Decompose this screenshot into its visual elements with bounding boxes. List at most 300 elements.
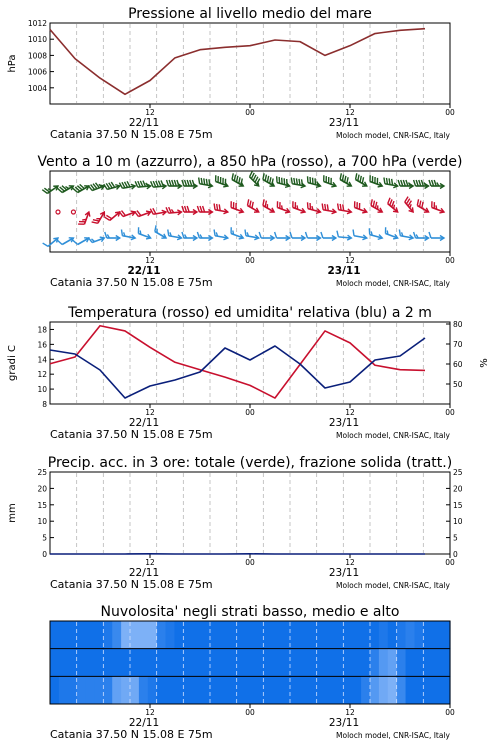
wind-barb-10-m xyxy=(321,232,336,241)
wind-barb-850-hPa xyxy=(134,211,150,217)
location-label: Catania 37.50 N 15.08 E 75m xyxy=(50,276,213,289)
barb-feather xyxy=(371,199,372,205)
barb-feather xyxy=(394,205,395,209)
cloud-cell xyxy=(148,649,157,677)
wind-barb-700-hPa xyxy=(104,182,120,189)
y-tick-label: 20 xyxy=(37,484,47,494)
cloud-cell xyxy=(263,676,272,704)
y-tick-label: 8 xyxy=(42,400,47,409)
cloud-cell xyxy=(228,649,237,677)
barb-feather xyxy=(384,177,385,183)
cloud-cell xyxy=(148,621,157,649)
wind-barb-700-hPa xyxy=(216,175,228,187)
barb-feather xyxy=(217,204,218,210)
cloud-cell xyxy=(130,676,139,704)
barb-feather xyxy=(204,178,205,184)
wind-barb-700-hPa xyxy=(340,173,351,186)
x-tick-label: 12 xyxy=(345,256,355,265)
barb-feather xyxy=(297,205,298,209)
cloud-cell xyxy=(317,649,326,677)
barb-feather xyxy=(358,175,359,181)
barb-feather xyxy=(270,177,271,183)
cloud-cell xyxy=(263,621,272,649)
cloud-cell xyxy=(317,621,326,649)
plot-frame xyxy=(50,322,450,404)
cloud-cell xyxy=(290,621,299,649)
barb-feather xyxy=(169,207,172,213)
wind-barb-700-hPa xyxy=(57,186,73,193)
barb-feather xyxy=(414,232,416,238)
x-tick-label: 12 xyxy=(345,108,355,117)
barb-feather xyxy=(105,232,107,238)
cloud-cell xyxy=(139,649,148,677)
barb-feather xyxy=(419,180,421,186)
cloud-cell xyxy=(86,621,95,649)
wind-barb-10-m xyxy=(305,232,320,241)
barb-feather xyxy=(140,181,143,187)
cloud-cell xyxy=(406,649,415,677)
barb-feather xyxy=(190,180,192,186)
wind-barb-10-m xyxy=(414,232,429,241)
y-tick-label: 0 xyxy=(42,550,47,559)
barb-feather xyxy=(416,180,418,186)
cloud-cell xyxy=(272,621,281,649)
barb-feather xyxy=(353,229,354,235)
barb-feather xyxy=(390,199,392,205)
cloud-cell xyxy=(201,676,210,704)
x-tick-label: 12 xyxy=(145,256,155,265)
cloud-cell xyxy=(77,676,86,704)
wind-barb-10-m xyxy=(138,227,150,239)
y2-tick-label: 25 xyxy=(453,468,463,477)
cloud-cell xyxy=(183,621,192,649)
barb-feather xyxy=(317,181,318,185)
credit-label: Moloch model, CNR-ISAC, Italy xyxy=(336,279,450,288)
cloud-cell xyxy=(59,676,68,704)
date-label: 22/11 xyxy=(128,717,160,729)
wind-barb-850-hPa xyxy=(293,201,305,213)
barb-feather xyxy=(406,180,408,186)
barb-feather xyxy=(275,232,277,238)
y-tick-label: 25 xyxy=(37,468,47,477)
x-tick-label: 00 xyxy=(445,558,455,567)
cloud-cell xyxy=(379,621,388,649)
cloud-cell xyxy=(379,676,388,704)
cloud-cell xyxy=(299,621,308,649)
date-label: 23/11 xyxy=(328,417,360,429)
barb-feather xyxy=(296,178,297,184)
cloud-cell xyxy=(272,676,281,704)
cloud-cell xyxy=(352,649,361,677)
barb-feather xyxy=(387,178,388,184)
cloud-cell xyxy=(254,649,263,677)
wind-barb-10-m xyxy=(197,232,212,241)
wind-barb-10-m xyxy=(231,227,243,239)
barb-feather xyxy=(371,231,372,235)
wind-barb-850-hPa xyxy=(214,203,228,213)
cloud-cell xyxy=(228,676,237,704)
wind-barb-850-hPa xyxy=(417,199,428,212)
barb-feather xyxy=(172,180,174,186)
credit-label: Moloch model, CNR-ISAC, Italy xyxy=(336,431,450,440)
barb-feather xyxy=(182,206,184,212)
barb-feather xyxy=(57,240,62,244)
y2-axis-label: % xyxy=(479,358,490,368)
y-tick-label: 15 xyxy=(37,500,47,510)
wind-barb-850-hPa xyxy=(78,212,90,224)
cloud-cell xyxy=(94,621,103,649)
cloud-cell xyxy=(94,649,103,677)
cloud-cell xyxy=(237,649,246,677)
humidity-line xyxy=(50,338,425,398)
cloud-cell xyxy=(361,676,370,704)
y-tick-label: 10 xyxy=(37,385,47,395)
cloud-cell xyxy=(139,676,148,704)
wind-barb-10-m xyxy=(121,229,135,239)
cloud-cell xyxy=(343,676,352,704)
x-tick-label: 12 xyxy=(345,558,355,567)
cloud-cell xyxy=(183,676,192,704)
y2-tick-label: 50 xyxy=(453,380,463,389)
wind-barb-700-hPa xyxy=(414,180,429,189)
cloud-cell xyxy=(254,621,263,649)
location-label: Catania 37.50 N 15.08 E 75m xyxy=(50,428,213,441)
cloud-cell xyxy=(68,649,77,677)
cloud-cell xyxy=(246,676,255,704)
y-tick-label: 14 xyxy=(37,355,47,365)
y2-tick-label: 20 xyxy=(453,484,463,494)
wind-barb-10-m xyxy=(337,231,351,240)
barb-feather xyxy=(389,178,390,184)
barb-feather xyxy=(305,232,307,238)
barb-feather xyxy=(302,179,303,185)
x-tick-label: 00 xyxy=(245,108,255,117)
cloud-cell xyxy=(299,676,308,704)
barb-feather xyxy=(168,229,169,235)
cloud-cell xyxy=(68,621,77,649)
wind-barb-10-m xyxy=(245,229,259,239)
barb-feather xyxy=(338,203,339,209)
cloud-cell xyxy=(308,649,317,677)
cloud-cell xyxy=(254,676,263,704)
barb-feather xyxy=(185,206,187,212)
y2-tick-label: 10 xyxy=(453,517,463,527)
cloud-cell xyxy=(121,649,130,677)
panel-title: Precip. acc. in 3 ore: totale (verde), frazione solida (tratt.) xyxy=(47,455,453,471)
cloud-cell xyxy=(103,649,112,677)
cloud-cell xyxy=(370,621,379,649)
barb-feather xyxy=(247,199,248,205)
wind-barb-10-m xyxy=(275,232,290,241)
cloud-cell xyxy=(246,621,255,649)
credit-label: Moloch model, CNR-ISAC, Italy xyxy=(336,731,450,740)
cloud-cell xyxy=(157,621,166,649)
y-tick-label: 12 xyxy=(37,370,47,380)
cloud-cell xyxy=(121,621,130,649)
barb-feather xyxy=(65,187,68,189)
barb-feather xyxy=(232,173,233,179)
cloud-cell xyxy=(94,676,103,704)
barb-feather xyxy=(321,232,323,238)
cloud-cell xyxy=(246,649,255,677)
cloud-cell xyxy=(299,649,308,677)
cloud-cell xyxy=(388,676,397,704)
barb-feather xyxy=(174,180,176,186)
panel-title: Pressione al livello medio del mare xyxy=(128,6,372,22)
cloud-cell xyxy=(50,649,59,677)
wind-panel xyxy=(37,154,462,289)
cloud-cell xyxy=(50,676,59,704)
barb-feather xyxy=(214,203,215,209)
cloud-cell xyxy=(423,621,432,649)
barb-feather xyxy=(340,173,341,179)
wind-barb-10-m xyxy=(429,232,444,241)
barb-feather xyxy=(282,205,283,209)
y-axis-label: gradi C xyxy=(7,345,18,381)
wind-barb-850-hPa xyxy=(322,203,336,213)
cloud-cell xyxy=(326,676,335,704)
cloud-cell xyxy=(290,649,299,677)
barb-feather xyxy=(201,178,202,184)
barb-feather xyxy=(187,206,189,212)
wind-barb-850-hPa xyxy=(56,210,60,214)
cloud-cell xyxy=(166,621,175,649)
barb-feather xyxy=(360,176,361,182)
wind-barb-700-hPa xyxy=(370,175,382,187)
x-tick-label: 12 xyxy=(345,408,355,417)
cloud-cell xyxy=(68,676,77,704)
barb-feather xyxy=(48,189,52,191)
barb-feather xyxy=(92,222,98,223)
cloud-cell xyxy=(361,621,370,649)
wind-barb-700-hPa xyxy=(167,180,182,189)
barb-feather xyxy=(422,202,423,208)
location-label: Catania 37.50 N 15.08 E 75m xyxy=(50,578,213,591)
wind-barb-850-hPa xyxy=(104,212,119,220)
x-tick-label: 00 xyxy=(445,256,455,265)
y-tick-label: 5 xyxy=(42,533,47,543)
x-tick-label: 00 xyxy=(245,256,255,265)
barb-feather xyxy=(197,232,199,238)
wind-barb-700-hPa xyxy=(356,173,367,186)
cloud-cell xyxy=(174,621,183,649)
barb-feather xyxy=(327,204,328,210)
date-label: 23/11 xyxy=(328,717,360,729)
cloud-cell xyxy=(432,649,441,677)
cloud-cell xyxy=(334,676,343,704)
location-label: Catania 37.50 N 15.08 E 75m xyxy=(50,728,213,741)
wind-barb-10-m xyxy=(259,232,274,241)
wind-barb-10-m xyxy=(290,232,305,241)
cloud-cell xyxy=(157,649,166,677)
barb-feather xyxy=(414,180,416,186)
wind-barb-10-m xyxy=(105,232,120,241)
wind-barb-850-hPa xyxy=(166,207,181,215)
barb-feather xyxy=(185,180,187,186)
wind-barb-700-hPa xyxy=(250,171,260,186)
wind-barb-10-m xyxy=(88,237,104,242)
barb-feather xyxy=(209,179,210,185)
cloud-cell xyxy=(86,649,95,677)
wind-barb-10-m xyxy=(57,238,73,245)
barb-feather xyxy=(259,232,261,238)
barb-feather xyxy=(294,178,295,184)
cloud-cell xyxy=(112,676,121,704)
barb-feather xyxy=(340,204,341,210)
y-tick-label: 18 xyxy=(37,325,47,335)
cloud-cell xyxy=(334,649,343,677)
cloud-cell xyxy=(343,621,352,649)
barb-feather xyxy=(206,179,207,185)
barb-feather xyxy=(197,206,199,212)
wind-barb-700-hPa xyxy=(324,175,336,187)
panel-title: Nuvolosita' negli strati basso, medio e alto xyxy=(100,604,400,620)
cloud-cell xyxy=(441,649,450,677)
cloud-cell xyxy=(370,676,379,704)
y2-tick-label: 15 xyxy=(453,500,463,510)
wind-barb-10-m xyxy=(353,229,367,239)
wind-barb-850-hPa xyxy=(388,198,398,212)
barb-feather xyxy=(192,180,194,186)
cloud-cell xyxy=(86,676,95,704)
temperature-line xyxy=(50,326,425,398)
wind-barb-10-m xyxy=(168,229,182,239)
wind-barb-700-hPa xyxy=(73,184,89,192)
wind-barb-10-m xyxy=(385,227,397,239)
wind-barb-700-hPa xyxy=(429,180,444,189)
x-tick-label: 00 xyxy=(245,558,255,567)
wind-barb-850-hPa xyxy=(308,202,321,213)
barb-feather xyxy=(265,175,266,181)
cloud-cell xyxy=(130,649,139,677)
cloud-cell xyxy=(326,621,335,649)
y2-tick-label: 80 xyxy=(453,320,463,329)
cloud-cell xyxy=(441,676,450,704)
wind-barb-850-hPa xyxy=(182,206,197,215)
cloud-cell xyxy=(432,676,441,704)
barb-feather xyxy=(322,203,323,209)
x-tick-label: 00 xyxy=(245,708,255,717)
calm-marker xyxy=(71,210,75,214)
wind-barb-700-hPa xyxy=(277,176,290,187)
cloud-cell xyxy=(121,676,130,704)
barb-feather xyxy=(401,180,403,186)
wind-barb-850-hPa xyxy=(247,199,258,212)
wind-barb-850-hPa xyxy=(371,199,382,212)
cloud-cell xyxy=(272,649,281,677)
barb-feather xyxy=(140,230,141,234)
wind-barb-700-hPa xyxy=(135,181,150,189)
cloud-cell xyxy=(157,676,166,704)
y-axis-label: hPa xyxy=(7,54,18,73)
wind-barb-700-hPa xyxy=(88,183,104,191)
cloud-cell xyxy=(237,621,246,649)
cloud-cell xyxy=(192,676,201,704)
y2-tick-label: 0 xyxy=(453,550,458,559)
barb-feather xyxy=(233,230,234,234)
panel-title: Vento a 10 m (azzurro), a 850 hPa (rosso), a 700 hPa (verde) xyxy=(37,154,463,170)
x-tick-label: 12 xyxy=(145,108,155,117)
barb-feather xyxy=(345,176,346,182)
y2-tick-label: 70 xyxy=(453,340,463,349)
calm-marker xyxy=(56,210,60,214)
cloud-cell xyxy=(281,676,290,704)
y-tick-label: 1006 xyxy=(27,67,47,77)
cloud-cell xyxy=(343,649,352,677)
cloud-cell xyxy=(228,621,237,649)
clouds-panel xyxy=(50,604,455,741)
wind-barb-10-m xyxy=(182,232,197,241)
barb-feather xyxy=(245,229,246,235)
barb-feather xyxy=(155,225,156,231)
plot-frame xyxy=(50,472,450,554)
x-tick-label: 12 xyxy=(145,408,155,417)
plot-frame xyxy=(50,23,450,104)
barb-feather xyxy=(398,180,400,186)
x-tick-label: 12 xyxy=(345,708,355,717)
cloud-cell xyxy=(263,649,272,677)
cloud-cell xyxy=(59,621,68,649)
cloud-cell xyxy=(237,676,246,704)
barb-feather xyxy=(43,243,48,246)
cloud-cell xyxy=(397,621,406,649)
wind-barb-700-hPa xyxy=(384,177,398,187)
credit-label: Moloch model, CNR-ISAC, Italy xyxy=(336,581,450,590)
barb-feather xyxy=(161,180,164,186)
barb-feather xyxy=(312,206,313,210)
x-tick-label: 12 xyxy=(145,558,155,567)
x-tick-label: 00 xyxy=(445,708,455,717)
wind-barb-10-m xyxy=(369,228,382,239)
x-tick-label: 00 xyxy=(245,408,255,417)
barb-feather xyxy=(343,204,344,210)
cloud-cell xyxy=(326,649,335,677)
barb-feather xyxy=(434,180,436,186)
barb-feather xyxy=(177,180,179,186)
barb-feather xyxy=(219,204,220,210)
wind-barb-700-hPa xyxy=(182,180,197,189)
barb-feather xyxy=(252,202,253,208)
cloud-cell xyxy=(281,621,290,649)
barb-feather xyxy=(200,206,202,212)
cloud-cell xyxy=(361,649,370,677)
barb-feather xyxy=(429,232,431,238)
cloud-cell xyxy=(352,676,361,704)
wind-barb-850-hPa xyxy=(119,211,135,217)
y2-tick-label: 5 xyxy=(453,533,458,543)
wind-barb-700-hPa xyxy=(291,177,305,187)
wind-barb-850-hPa xyxy=(263,199,274,212)
cloud-cell xyxy=(148,676,157,704)
wind-barb-850-hPa xyxy=(92,212,105,223)
cloud-cell xyxy=(290,676,299,704)
cloud-cell xyxy=(388,621,397,649)
cloud-cell xyxy=(352,621,361,649)
barb-feather xyxy=(88,237,92,242)
barb-feather xyxy=(158,181,161,187)
barb-feather xyxy=(375,202,376,208)
wind-barb-10-m xyxy=(73,238,89,245)
cloud-cell xyxy=(210,621,219,649)
barb-feather xyxy=(432,180,434,186)
cloud-cell xyxy=(50,621,59,649)
cloud-cell xyxy=(281,649,290,677)
y-tick-label: 1008 xyxy=(27,51,47,61)
cloud-cell xyxy=(201,621,210,649)
cloud-cell xyxy=(406,676,415,704)
location-label: Catania 37.50 N 15.08 E 75m xyxy=(50,128,213,141)
cloud-cell xyxy=(174,649,183,677)
